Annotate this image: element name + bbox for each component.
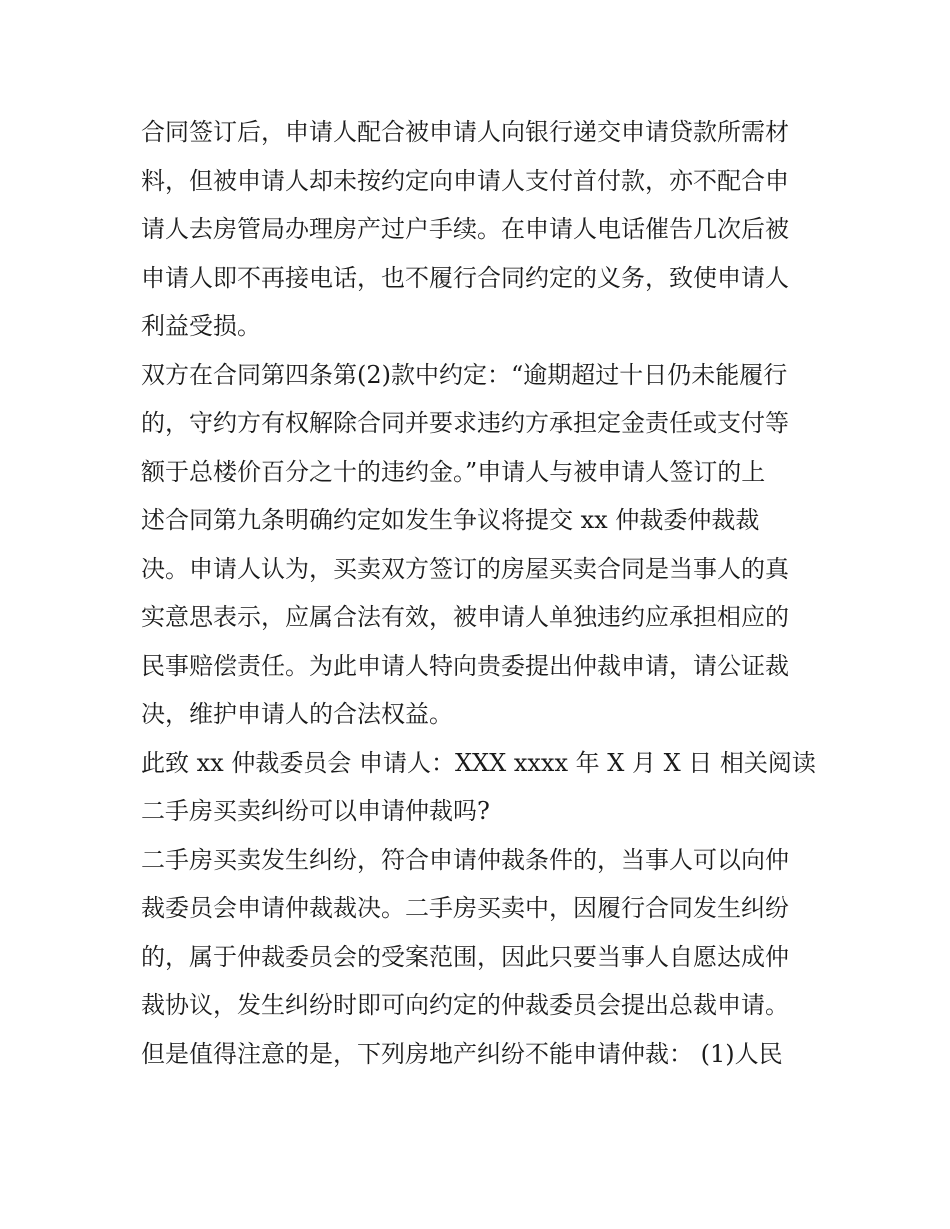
- text-line: 申请人即不再接电话，也不履行合同约定的义务，致使申请人: [141, 263, 789, 292]
- text-line: 裁委员会申请仲裁裁决。二手房买卖中，因履行合同发生纠纷: [141, 894, 789, 922]
- text-line: 额于总楼价百分之十的违约金。”申请人与被申请人签订的上: [141, 457, 766, 486]
- text-line: 但是值得注意的是，下列房地产纠纷不能申请仲裁： (1)人民: [141, 1039, 783, 1068]
- text-line: 二手房买卖发生纠纷，符合申请仲裁条件的，当事人可以向仲: [141, 845, 789, 874]
- text-line: 利益受损。: [141, 312, 261, 340]
- text-line: 决。申请人认为，买卖双方签订的房屋买卖合同是当事人的真: [141, 554, 789, 583]
- text-line: 二手房买卖纠纷可以申请仲裁吗?: [141, 797, 490, 825]
- text-line: 的，属于仲裁委员会的受案范围，因此只要当事人自愿达成仲: [141, 942, 789, 971]
- text-line: 双方在合同第四条第(2)款中约定：“逾期超过十日仍未能履行: [141, 360, 788, 389]
- text-line: 请人去房管局办理房产过户手续。在申请人电话催告几次后被: [141, 215, 789, 243]
- text-line: 决，维护申请人的合法权益。: [141, 700, 453, 728]
- body-text: [141, 108, 821, 1078]
- text-line: 的，守约方有权解除合同并要求违约方承担定金责任或支付等: [141, 409, 789, 437]
- text-line: 实意思表示，应属合法有效，被申请人单独违约应承担相应的: [141, 603, 789, 631]
- text-line: 述合同第九条明确约定如发生争议将提交 xx 仲裁委仲裁裁: [141, 506, 760, 534]
- text-line: 此致 xx 仲裁委员会 申请人：XXX xxxx 年 X 月 X 日 相关阅读: [141, 748, 816, 777]
- text-line: 民事赔偿责任。为此申请人特向贵委提出仲裁申请，请公证裁: [141, 651, 789, 680]
- text-line: 裁协议，发生纠纷时即可向约定的仲裁委员会提出总裁申请。: [141, 991, 789, 1019]
- text-line: 合同签订后，申请人配合被申请人向银行递交申请贷款所需材: [141, 118, 789, 146]
- text-line: 料，但被申请人却未按约定向申请人支付首付款，亦不配合申: [141, 166, 789, 195]
